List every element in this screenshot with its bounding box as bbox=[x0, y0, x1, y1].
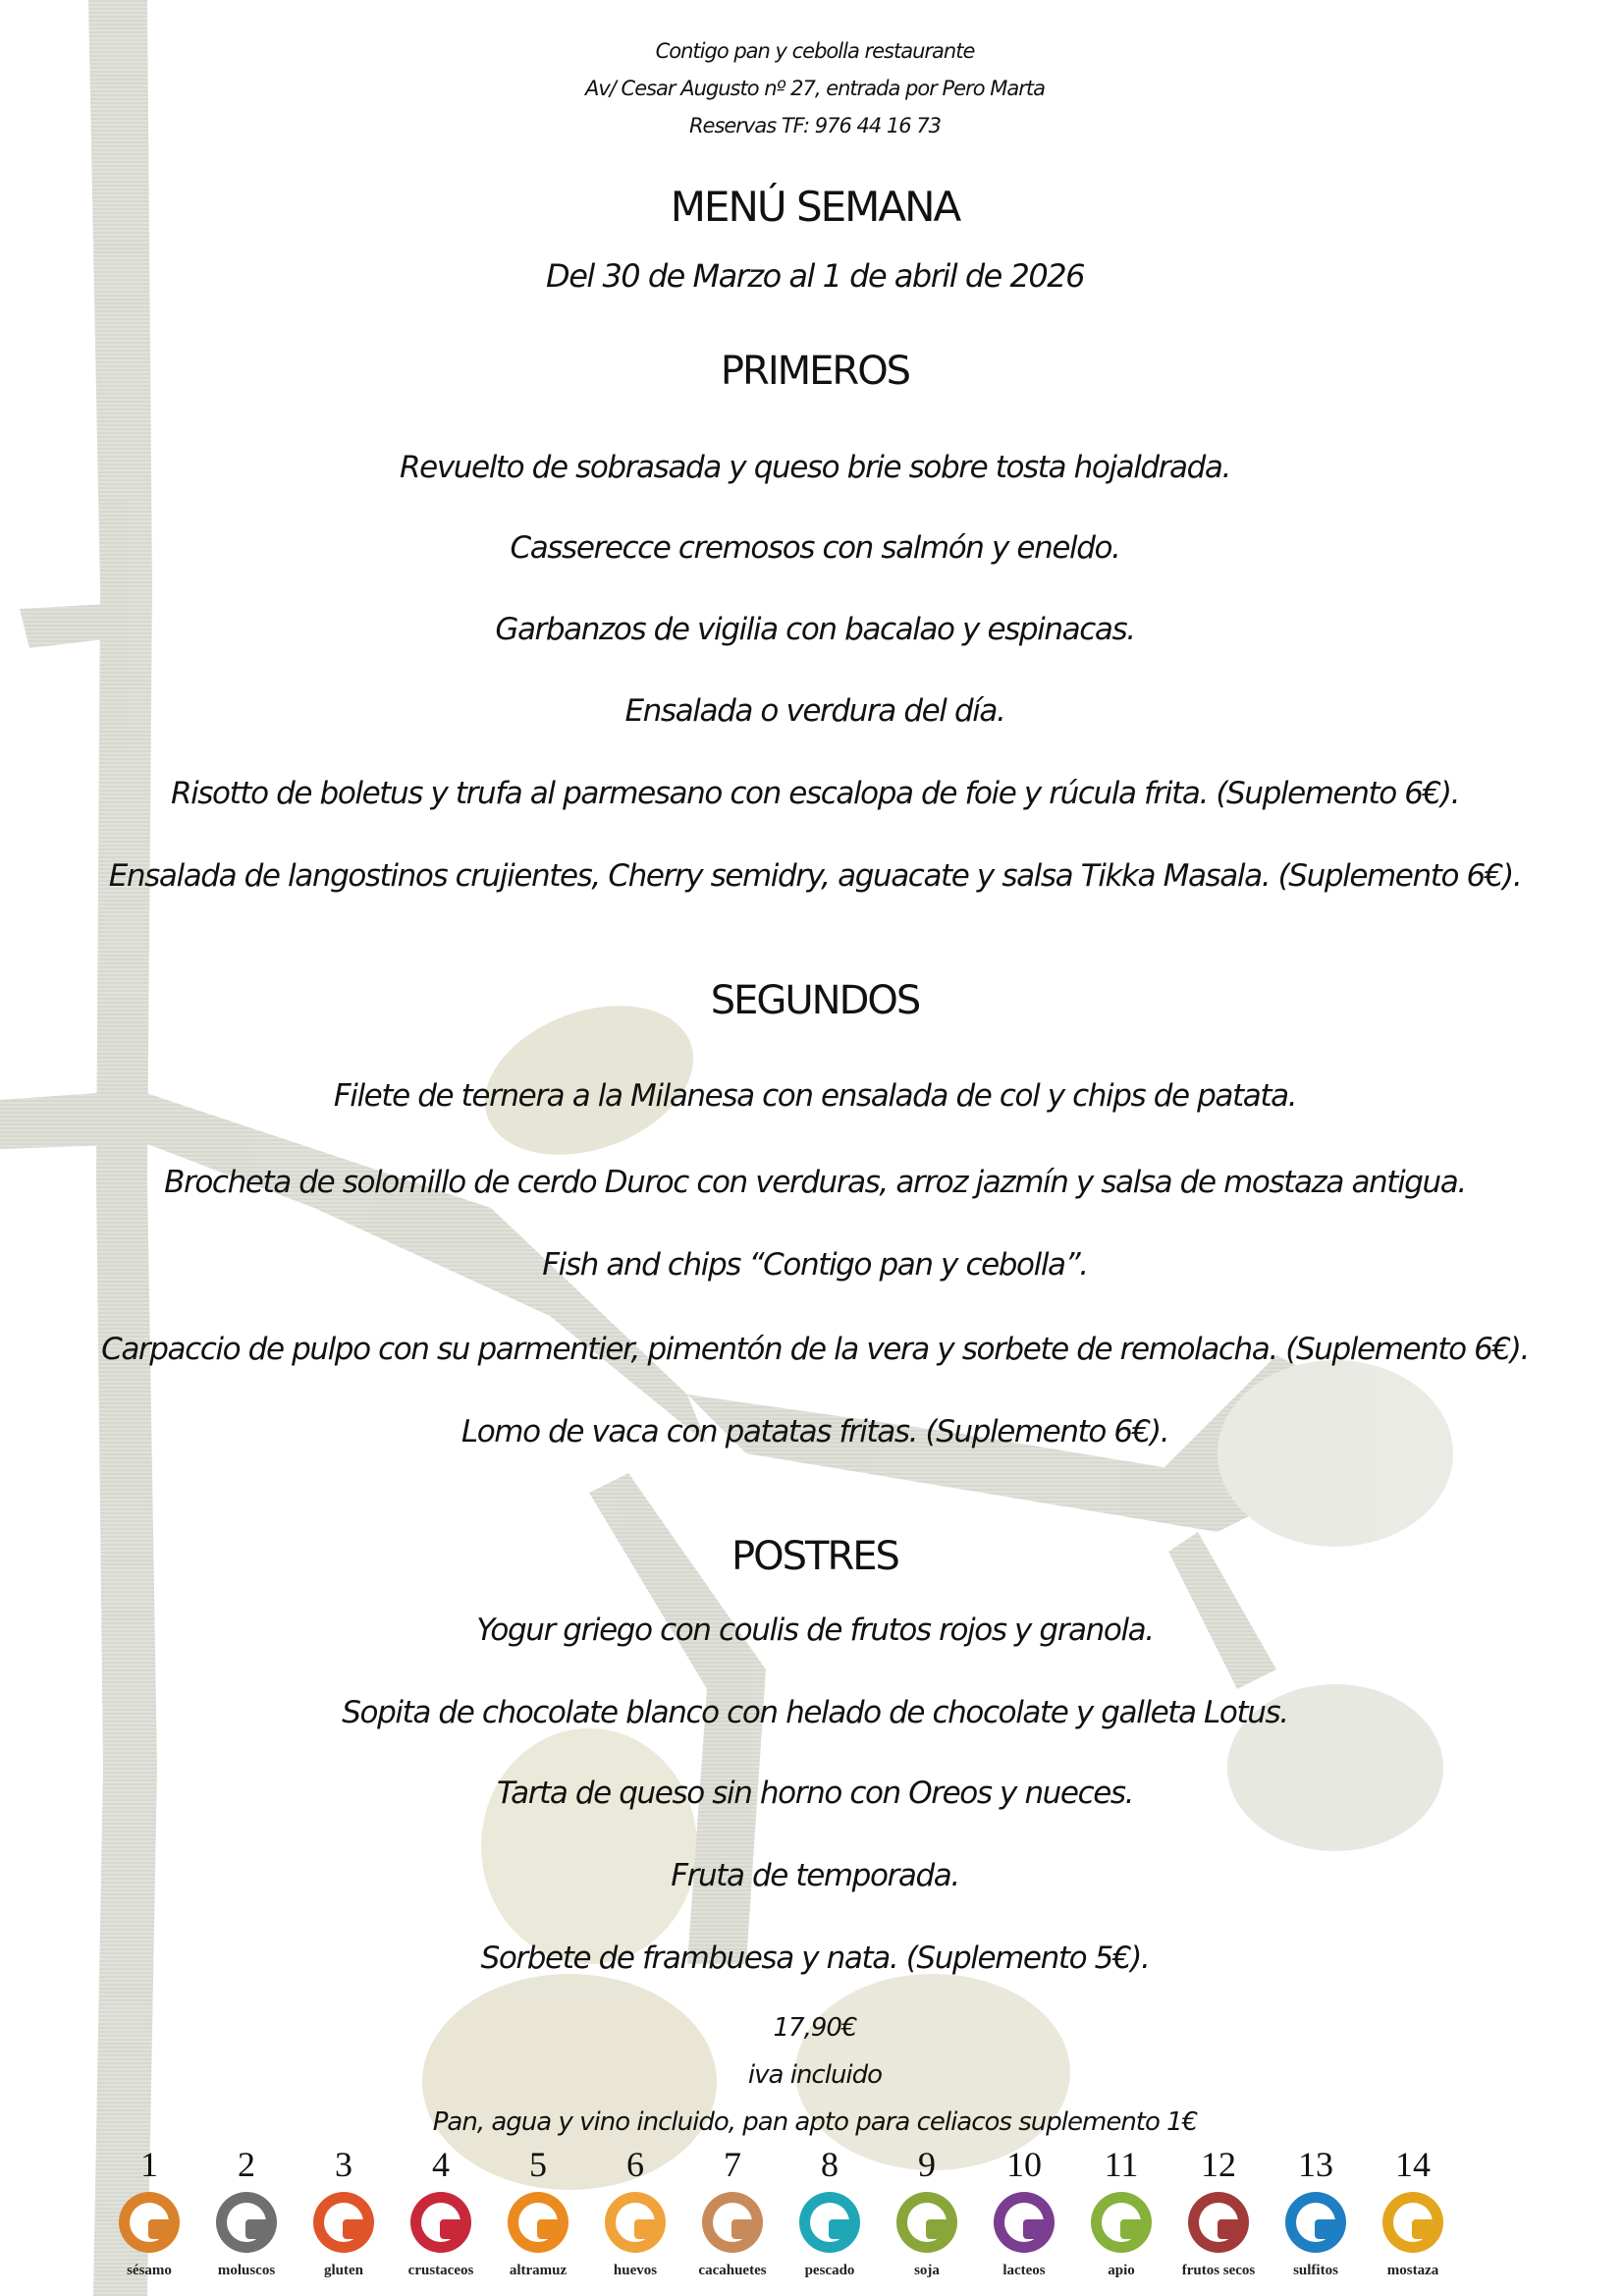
allergen-item bbox=[1072, 2145, 1170, 2279]
reservations-phone: Reservas TF: 976 44 16 73 bbox=[688, 114, 942, 137]
allergen-number: 6 bbox=[626, 2145, 644, 2184]
allergen-number: 12 bbox=[1201, 2145, 1236, 2184]
dish-item: Sopita de chocolate blanco con helado de chocolate y galleta Lotus. bbox=[342, 1695, 1288, 1730]
allergen-item bbox=[975, 2145, 1073, 2279]
allergen-name: altramuz bbox=[509, 2263, 568, 2278]
restaurant-name: Contigo pan y cebolla restaurante bbox=[655, 39, 975, 63]
allergen-item bbox=[392, 2145, 490, 2279]
sesame-icon bbox=[119, 2192, 180, 2253]
allergen-item bbox=[295, 2145, 393, 2279]
menu-dates: Del 30 de Marzo al 1 de abril de 2026 bbox=[546, 257, 1084, 295]
allergen-item bbox=[1267, 2145, 1365, 2279]
allergen-name: mostaza bbox=[1386, 2263, 1439, 2278]
celery-icon bbox=[1091, 2192, 1152, 2253]
dish-item: Carpaccio de pulpo con su parmentier, pimentón de la vera y sorbete de remolacha. (Suplemento 6€). bbox=[101, 1332, 1529, 1367]
dish-item: Tarta de queso sin horno con Oreos y nueces. bbox=[496, 1776, 1134, 1811]
allergen-number: 14 bbox=[1395, 2145, 1431, 2184]
dish-item: Brocheta de solomillo de cerdo Duroc con verduras, arroz jazmín y salsa de mostaza antigua. bbox=[164, 1165, 1466, 1200]
allergen-name: apio bbox=[1108, 2263, 1135, 2278]
mollusc-icon bbox=[216, 2192, 277, 2253]
soy-icon bbox=[896, 2192, 957, 2253]
allergen-number: 5 bbox=[529, 2145, 547, 2184]
nut-icon bbox=[1188, 2192, 1249, 2253]
allergen-name: sulfitos bbox=[1293, 2263, 1338, 2278]
section-heading-segundos: SEGUNDOS bbox=[710, 978, 920, 1023]
dish-item: Yogur griego con coulis de frutos rojos y granola. bbox=[476, 1613, 1154, 1648]
allergen-number: 8 bbox=[821, 2145, 839, 2184]
egg-icon bbox=[605, 2192, 666, 2253]
milk-icon bbox=[994, 2192, 1055, 2253]
allergen-number: 7 bbox=[724, 2145, 741, 2184]
allergen-name: pescado bbox=[804, 2263, 855, 2278]
dish-item: Risotto de boletus y trufa al parmesano con escalopa de foie y rúcula frita. (Suplemento 6€). bbox=[170, 776, 1460, 811]
allergen-item bbox=[586, 2145, 684, 2279]
dish-item: Fruta de temporada. bbox=[671, 1858, 959, 1893]
allergen-number: 11 bbox=[1104, 2145, 1139, 2184]
dish-item: Garbanzos de vigilia con bacalao y espinacas. bbox=[495, 612, 1135, 647]
allergen-number: 4 bbox=[432, 2145, 450, 2184]
allergen-number: 1 bbox=[140, 2145, 158, 2184]
sulphite-icon bbox=[1285, 2192, 1346, 2253]
allergen-number: 9 bbox=[918, 2145, 936, 2184]
allergen-item bbox=[1169, 2145, 1268, 2279]
dish-item: Lomo de vaca con patatas fritas. (Suplemento 6€). bbox=[460, 1414, 1169, 1449]
vat-note: iva incluido bbox=[747, 2060, 883, 2090]
allergen-number: 13 bbox=[1298, 2145, 1333, 2184]
dish-item: Ensalada o verdura del día. bbox=[624, 693, 1005, 729]
allergen-item bbox=[489, 2145, 587, 2279]
allergen-name: crustaceos bbox=[407, 2263, 474, 2278]
allergen-name: moluscos bbox=[217, 2263, 276, 2278]
restaurant-address: Av/ Cesar Augusto nº 27, entrada por Pero Marta bbox=[584, 77, 1045, 100]
allergen-item bbox=[1364, 2145, 1462, 2279]
dish-item: Sorbete de frambuesa y nata. (Suplemento 5€). bbox=[480, 1941, 1150, 1976]
included-note: Pan, agua y vino incluido, pan apto para celiacos suplemento 1€ bbox=[432, 2107, 1198, 2137]
allergen-item bbox=[100, 2145, 198, 2279]
allergen-name: huevos bbox=[613, 2263, 658, 2278]
dish-item: Fish and chips “Contigo pan y cebolla”. bbox=[542, 1247, 1088, 1283]
dish-item: Filete de ternera a la Milanesa con ensalada de col y chips de patata. bbox=[333, 1078, 1297, 1114]
allergen-name: soja bbox=[914, 2263, 940, 2278]
section-heading-postres: POSTRES bbox=[731, 1534, 898, 1579]
section-heading-primeros: PRIMEROS bbox=[720, 349, 910, 394]
allergen-number: 2 bbox=[238, 2145, 255, 2184]
allergen-number: 10 bbox=[1006, 2145, 1042, 2184]
dish-item: Revuelto de sobrasada y queso brie sobre tosta hojaldrada. bbox=[400, 450, 1230, 485]
allergen-name: lacteos bbox=[1002, 2263, 1046, 2278]
dish-item: Ensalada de langostinos crujientes, Cherry semidry, aguacate y salsa Tikka Masala. (Suplemento 6€). bbox=[108, 858, 1522, 894]
fish-icon bbox=[799, 2192, 860, 2253]
allergen-name: sésamo bbox=[127, 2263, 172, 2278]
allergen-name: gluten bbox=[323, 2263, 363, 2278]
allergen-item bbox=[197, 2145, 296, 2279]
allergen-item bbox=[781, 2145, 879, 2279]
allergen-name: frutos secos bbox=[1181, 2263, 1256, 2278]
peanut-icon bbox=[702, 2192, 763, 2253]
menu-price: 17,90€ bbox=[773, 2013, 857, 2043]
allergen-name: cacahuetes bbox=[698, 2263, 767, 2278]
allergen-item bbox=[683, 2145, 782, 2279]
lupin-icon bbox=[508, 2192, 568, 2253]
dish-item: Casserecce cremosos con salmón y eneldo. bbox=[510, 530, 1120, 566]
menu-title: MENÚ SEMANA bbox=[670, 183, 960, 231]
crustacean-icon bbox=[410, 2192, 471, 2253]
mustard-icon bbox=[1382, 2192, 1443, 2253]
allergen-number: 3 bbox=[335, 2145, 352, 2184]
wheat-icon bbox=[313, 2192, 374, 2253]
allergen-item bbox=[878, 2145, 976, 2279]
